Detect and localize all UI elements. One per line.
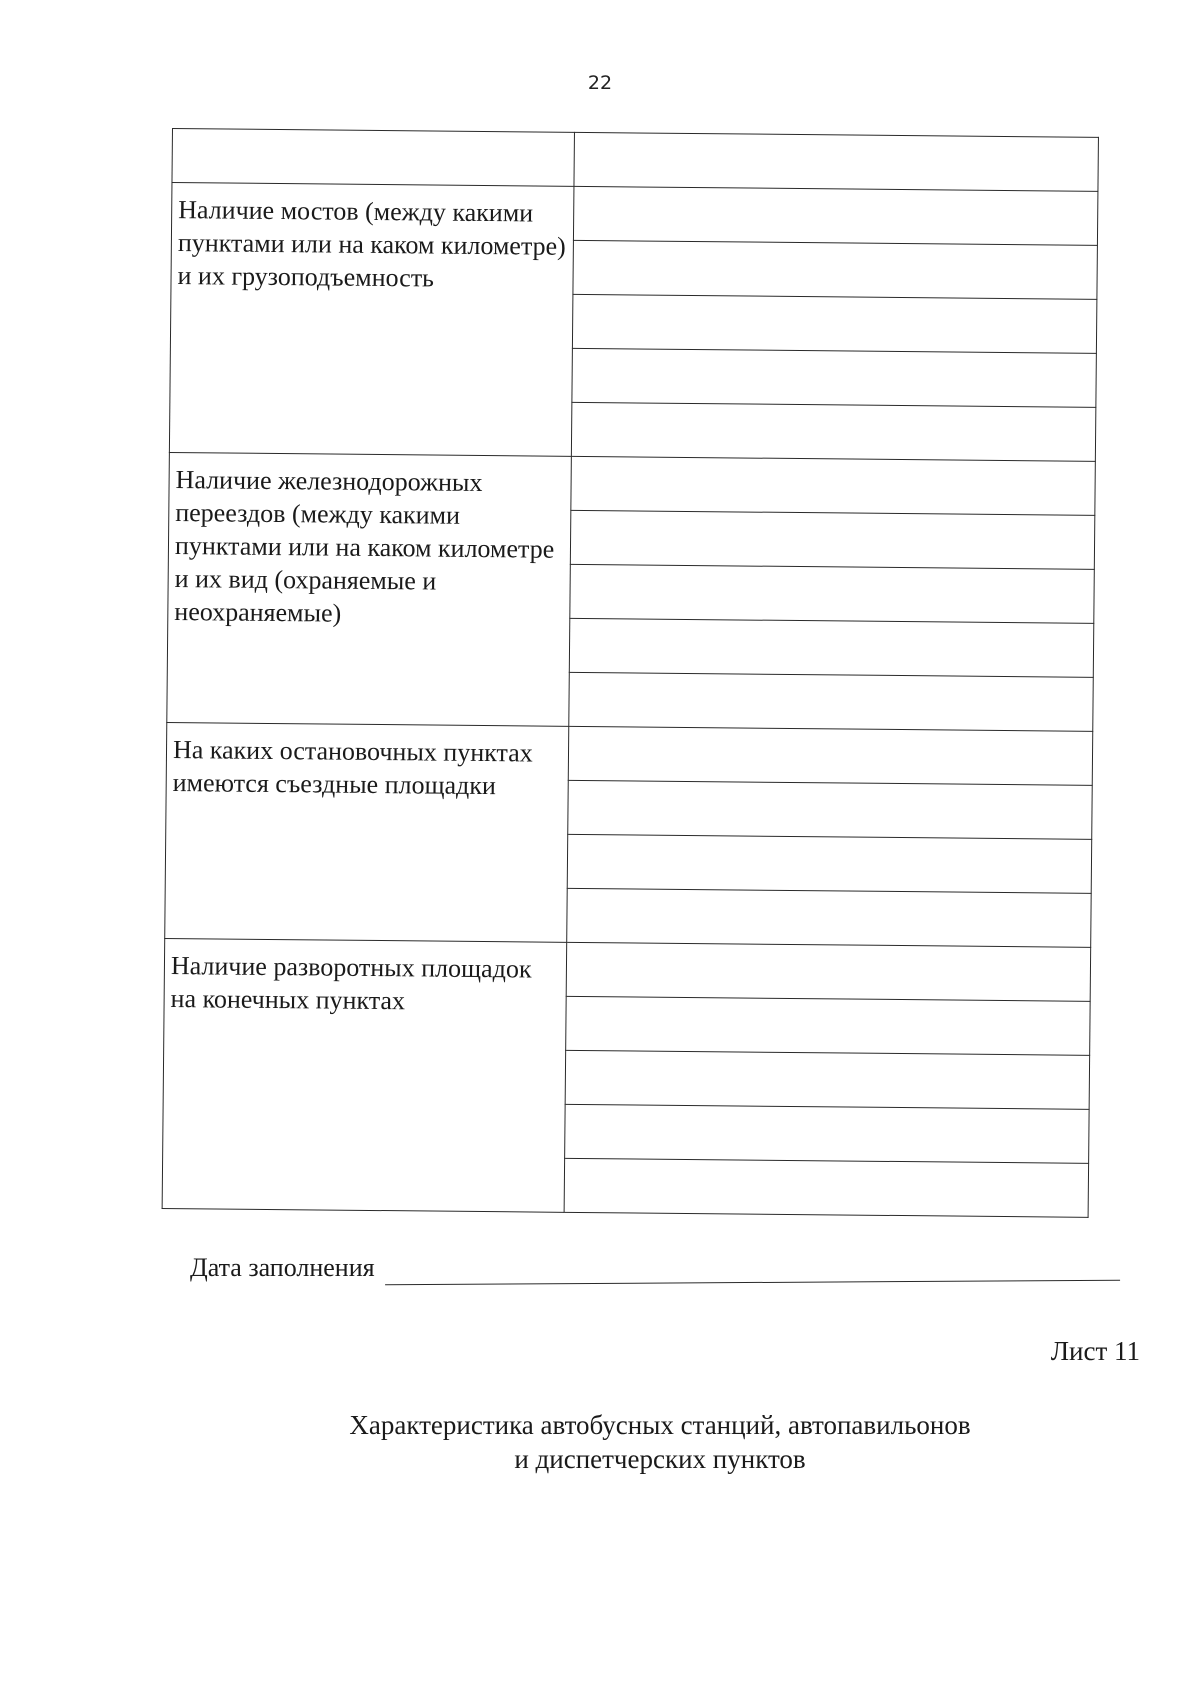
sheet-label: Лист 11 <box>1050 1336 1140 1366</box>
blank-entry-cell[interactable] <box>571 402 1095 461</box>
section-label-cell: Наличие мостов (между какими пунктами или на каком километре) и их грузоподъемность <box>169 183 574 457</box>
blank-entry-cell[interactable] <box>566 942 1090 1001</box>
table-cell-empty[interactable] <box>574 132 1098 191</box>
blank-entry-cell[interactable] <box>566 996 1090 1055</box>
blank-entry-cell[interactable] <box>572 294 1096 353</box>
blank-entry-cell[interactable] <box>565 1050 1089 1109</box>
blank-entry-cell[interactable] <box>570 564 1094 623</box>
table-row <box>164 938 1090 1001</box>
section-heading <box>300 1408 1020 1476</box>
table-cell-empty[interactable] <box>172 129 574 187</box>
blank-entry-cell[interactable] <box>568 780 1092 839</box>
section-label-cell: Наличие разворотных площадок на конечных пунктах <box>162 938 567 1212</box>
section-label-cell: Наличие железнодорожных переездов (между какими пунктами или на каком километре и их вид (охраняемые и неохраняемые) <box>167 452 572 726</box>
blank-entry-cell[interactable] <box>569 618 1093 677</box>
blank-entry-cell[interactable] <box>568 726 1092 785</box>
date-of-filling-row <box>190 1253 1120 1283</box>
blank-entry-cell[interactable] <box>565 1104 1089 1163</box>
blank-entry-cell[interactable] <box>572 348 1096 407</box>
section-heading-line-2: и диспетчерских пунктов <box>514 1444 806 1474</box>
table-row <box>171 183 1097 246</box>
table-body <box>162 129 1098 1218</box>
section-heading-line-1: Характеристика автобусных станций, автопавильонов <box>349 1410 971 1440</box>
blank-entry-cell[interactable] <box>567 888 1091 947</box>
date-of-filling-label: Дата заполнения <box>190 1253 375 1282</box>
blank-entry-cell[interactable] <box>571 456 1095 515</box>
page-number: 22 <box>587 72 613 94</box>
route-characteristics-table <box>162 128 1099 1218</box>
blank-entry-cell[interactable] <box>567 834 1091 893</box>
table-header-row <box>172 129 1098 192</box>
section-label-cell: На каких остановочных пунктах имеются съездные площадки <box>165 722 569 942</box>
table-row <box>169 452 1095 515</box>
table-row <box>166 722 1092 785</box>
blank-entry-cell[interactable] <box>569 672 1093 731</box>
blank-entry-cell[interactable] <box>564 1158 1088 1217</box>
blank-entry-cell[interactable] <box>573 240 1097 299</box>
blank-entry-cell[interactable] <box>570 510 1094 569</box>
blank-entry-cell[interactable] <box>573 186 1097 245</box>
date-of-filling-blank[interactable] <box>385 1254 1121 1285</box>
